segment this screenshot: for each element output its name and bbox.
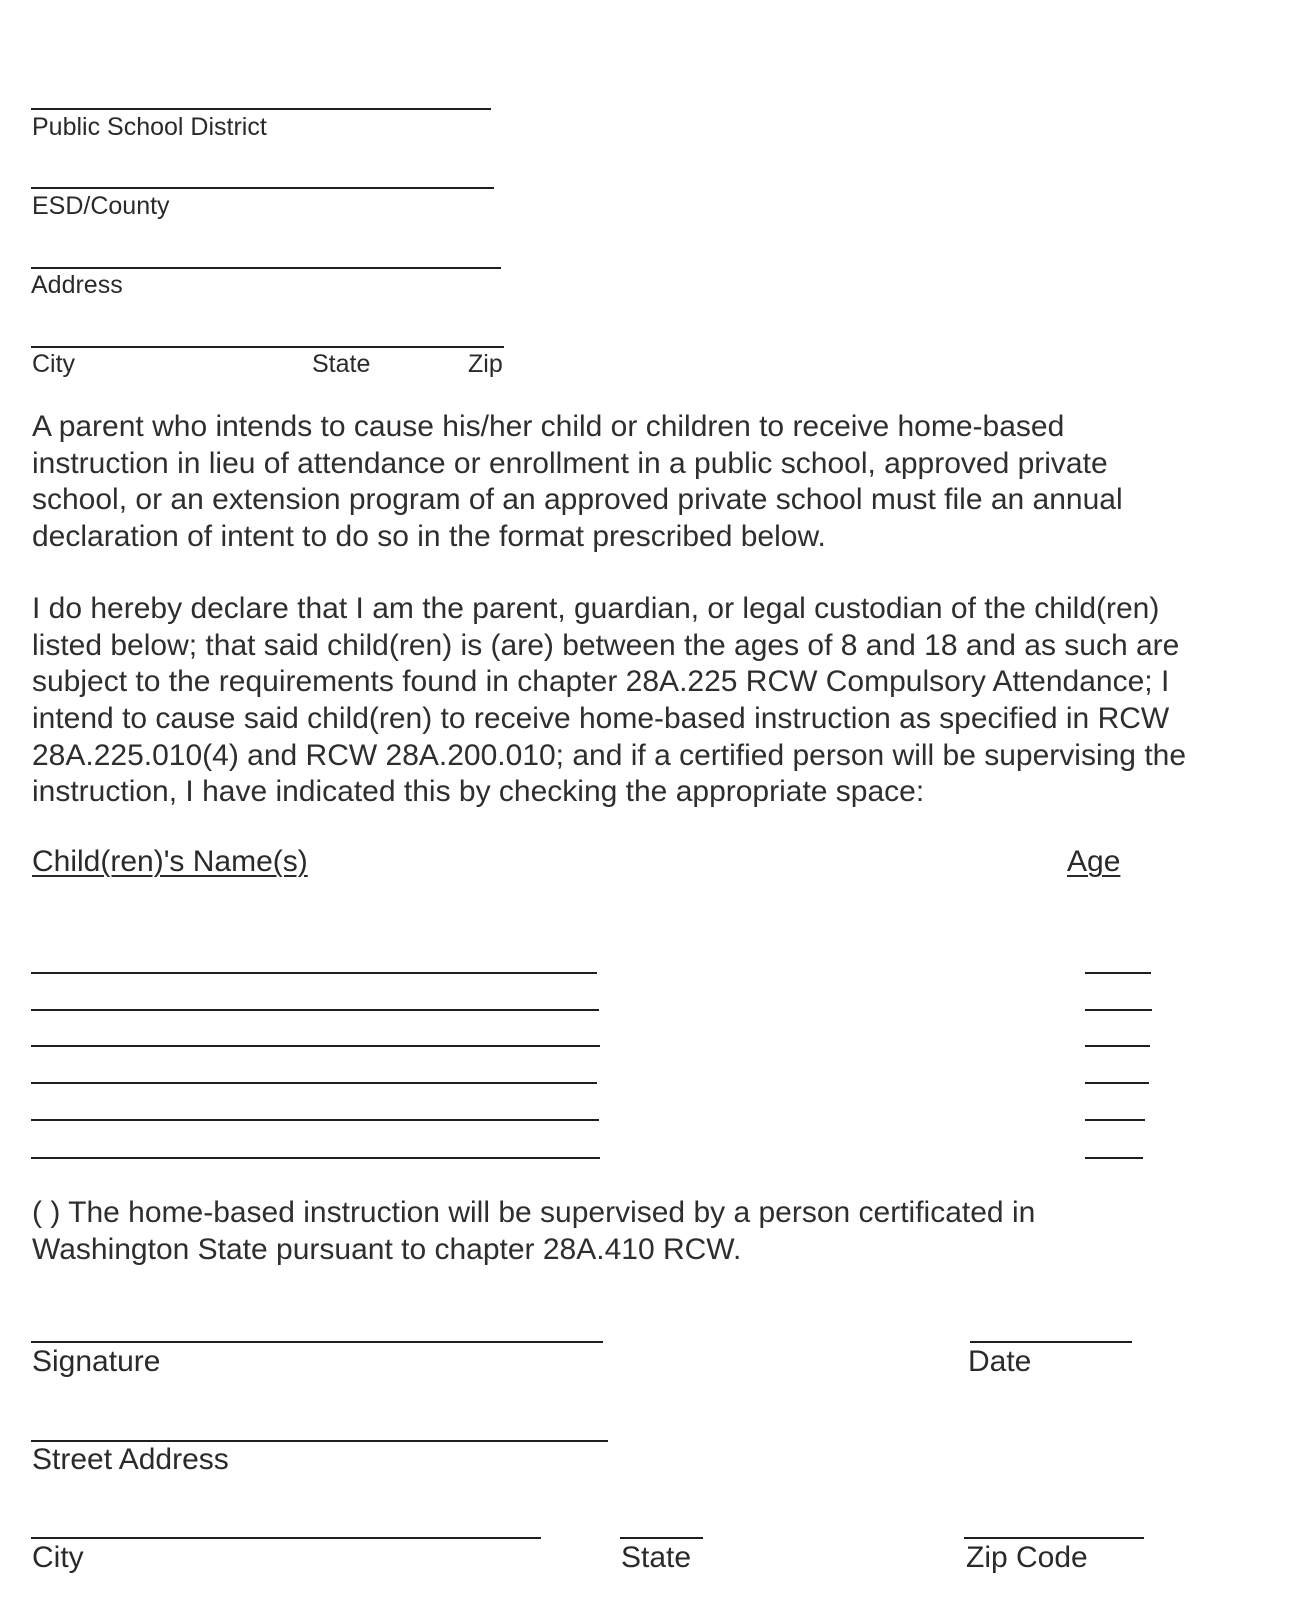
intro-line: instruction in lieu of attendance or enrollment in a public school, approved private: [32, 446, 1108, 480]
signature-line: [31, 1341, 603, 1343]
street-address-label: Street Address: [32, 1443, 229, 1476]
esd-county-line: [31, 187, 494, 189]
date-label: Date: [968, 1345, 1032, 1378]
child-age-line: [1085, 972, 1151, 974]
street-address-line: [31, 1440, 608, 1442]
child-age-field-4[interactable]: [1085, 1054, 1153, 1084]
child-name-field-2[interactable]: [31, 981, 603, 1011]
child-age-line: [1085, 1157, 1143, 1159]
street-address-field[interactable]: [31, 1412, 612, 1442]
child-name-field-6[interactable]: [31, 1129, 604, 1159]
child-age-line: [1085, 1082, 1149, 1084]
child-name-line: [31, 1045, 600, 1047]
child-name-line: [31, 972, 597, 974]
declaration-paragraph: [32, 591, 1186, 811]
certification-text-line2: Washington State pursuant to chapter 28A.410 RCW.: [32, 1232, 742, 1266]
declaration-line: I do hereby declare that I am the parent, guardian, or legal custodian of the child(ren): [32, 592, 1160, 625]
parent-zip-line: [964, 1537, 1144, 1539]
state-label: State: [312, 350, 371, 378]
declaration-line: listed below; that said child(ren) is (are) between the ages of 8 and 18 and as such are: [32, 628, 1180, 662]
child-name-field-4[interactable]: [31, 1054, 601, 1084]
intro-line: declaration of intent to do so in the format prescribed below.: [32, 520, 826, 554]
child-name-line: [31, 1082, 597, 1084]
signature-label: Signature: [32, 1345, 161, 1378]
public-school-district-field[interactable]: [31, 78, 495, 108]
esd-county-label: ESD/County: [32, 192, 170, 220]
parent-state-label: State: [621, 1541, 692, 1574]
declaration-line: 28A.225.010(4) and RCW 28A.200.010; and if a certified person will be supervising the: [32, 738, 1187, 772]
parent-city-label: City: [32, 1541, 84, 1574]
age-header: Age: [1067, 845, 1121, 878]
child-age-field-5[interactable]: [1085, 1091, 1149, 1121]
signature-field[interactable]: [31, 1313, 607, 1343]
parent-city-field[interactable]: [31, 1509, 545, 1539]
date-field[interactable]: [970, 1313, 1136, 1343]
public-school-district-label: Public School District: [32, 113, 267, 141]
child-age-field-3[interactable]: [1085, 1017, 1154, 1047]
public-school-district-line: [31, 108, 491, 110]
child-name-line: [31, 1119, 599, 1121]
child-name-line: [31, 1009, 599, 1011]
parent-zip-field[interactable]: [964, 1509, 1148, 1539]
certification-statement: [32, 1195, 1035, 1268]
esd-county-field[interactable]: [31, 158, 498, 188]
address-line: [31, 267, 501, 269]
parent-zip-label: Zip Code: [966, 1541, 1088, 1574]
child-age-field-1[interactable]: [1085, 944, 1155, 974]
child-name-field-5[interactable]: [31, 1091, 603, 1121]
child-age-line: [1085, 1009, 1152, 1011]
child-name-field-3[interactable]: [31, 1017, 604, 1047]
child-age-field-2[interactable]: [1085, 981, 1156, 1011]
city-state-zip-field[interactable]: [31, 316, 508, 346]
address-label: Address: [31, 271, 123, 299]
city-state-zip-line: [31, 346, 504, 348]
child-age-line: [1085, 1119, 1145, 1121]
city-label: City: [32, 350, 76, 378]
certification-text-line1: The home-based instruction will be supervised by a person certificated in: [68, 1196, 1036, 1229]
child-age-line: [1085, 1045, 1150, 1047]
date-line: [970, 1341, 1132, 1343]
child-name-line: [31, 1157, 600, 1159]
child-age-field-6[interactable]: [1085, 1129, 1147, 1159]
parent-city-line: [31, 1537, 541, 1539]
declaration-line: subject to the requirements found in chapter 28A.225 RCW Compulsory Attendance; I: [32, 665, 1170, 699]
declaration-line: instruction, I have indicated this by checking the appropriate space:: [32, 775, 925, 809]
intro-paragraph: [32, 409, 1123, 556]
parent-state-line: [620, 1537, 703, 1539]
zip-label: Zip: [468, 350, 503, 378]
child-name-field-1[interactable]: [31, 944, 601, 974]
certification-checkbox[interactable]: ( ): [32, 1196, 61, 1229]
address-field[interactable]: [31, 237, 505, 267]
intro-line: A parent who intends to cause his/her child or children to receive home-based: [32, 410, 1065, 443]
parent-state-field[interactable]: [620, 1509, 707, 1539]
intro-line: school, or an extension program of an approved private school must file an annual: [32, 483, 1123, 517]
declaration-line: intend to cause said child(ren) to receive home-based instruction as specified in RCW: [32, 702, 1170, 736]
children-name-header: Child(ren)'s Name(s): [32, 845, 308, 878]
